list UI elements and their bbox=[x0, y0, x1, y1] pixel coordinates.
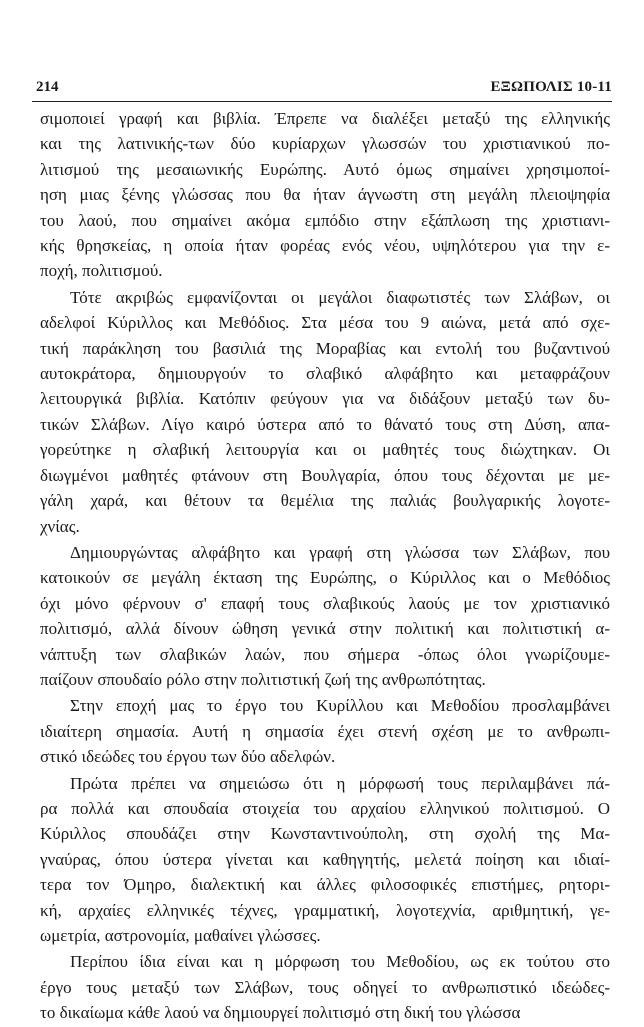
text-line: το δικαίωμα κάθε λαού να δημιουργεί πολιτισμό στη δική του γλώσσα bbox=[40, 1003, 521, 1023]
text-line: ηση μιας ξένης γλώσσας που θα ήταν άγνωστη στη μεγάλη πλειοψηφία bbox=[40, 185, 610, 205]
text-line: τερα τον Όμηρο, διαλεκτική και άλλες φιλοσοφικές επιστήμες, ρητορι- bbox=[40, 875, 610, 895]
text-line: και της λατινικής-των δύο κυρίαρχων γλωσσών του χριστιανικού πο- bbox=[40, 134, 610, 154]
text-line: γναύρας, όπου ύστερα γίνεται και καθηγητής, μελετά ποίηση και ιδιαί- bbox=[40, 849, 610, 869]
text-line: αυτοκράτορα, δημιουργούν το σλαβικό αλφάβητο και μεταφράζουν bbox=[40, 364, 610, 384]
text-line: νάπτυξη των σλαβικών λαών, που σήμερα -όπως όλοι γνωρίζουμε- bbox=[40, 644, 610, 664]
text-line: αδελφοί Κύριλλος και Μεθόδιος. Στα μέσα του 9 αιώνα, μετά από σχε- bbox=[40, 313, 610, 333]
text-line: κατοικούν σε μεγάλη έκταση της Ευρώπης, ο Κύριλλος και ο Μεθόδιος bbox=[40, 568, 610, 588]
text-line: στικό ιδεώδες του έργου των δύο αδελφών. bbox=[40, 747, 336, 767]
text-line: γορεύτηκε η σλαβική λειτουργία και οι μαθητές τους διώχτηκαν. Οι bbox=[40, 440, 610, 460]
text-line: κή, αρχαίες ελληνικές τέχνες, γραμματική, λογοτεχνία, αριθμητική, γε- bbox=[40, 900, 610, 920]
text-line: σιμοποιεί γραφή και βιβλία. Έπρεπε να διαλέξει μεταξύ της ελληνικής bbox=[40, 109, 610, 128]
text-line: ποχή, πολιτισμού. bbox=[40, 261, 163, 281]
text-line: λιτισμού της μεσαιωνικής Ευρώπης. Αυτό όμως σημαίνει χρησιμοποί- bbox=[40, 159, 610, 179]
paragraph bbox=[40, 771, 610, 949]
text-line: λειτουργικά βιβλία. Κατόπιν φεύγουν για να διδάξουν μεταξύ των δυ- bbox=[40, 389, 610, 409]
text-line: Περίπου ίδια είναι και η μόρφωση του Μεθοδίου, ως εκ τούτου στο bbox=[70, 952, 610, 972]
text-line: διωγμένοι μαθητές φτάνουν στη Βουλγαρία, όπου τους δέχονται με με- bbox=[40, 465, 610, 485]
text-line: έργο τους μεταξύ των Σλάβων, τους οδηγεί το ανθρωπιστικό ιδεώδες- bbox=[40, 977, 610, 997]
paragraph bbox=[40, 693, 610, 769]
text-line: Πρώτα πρέπει να σημειώσω ότι η μόρφωσή τους περιλαμβάνει πά- bbox=[70, 773, 610, 793]
running-title: ΕΞΩΠΟΛΙΣ 10-11 bbox=[490, 79, 612, 95]
text-line: παίζουν σπουδαίο ρόλο στην πολιτιστική ζωή της ανθρωπότητας. bbox=[40, 669, 486, 689]
text-line: γάλη χαρά, και θέτουν τα θεμέλια της παλιάς βουλγαρικής λογοτε- bbox=[40, 491, 610, 511]
text-line: Κύριλλος σπουδάζει στην Κωνσταντινούπολη, στη σχολή της Μα- bbox=[40, 824, 610, 844]
page-header bbox=[32, 66, 612, 102]
text-line: τική παράκληση του βασιλιά της Μοραβίας και εντολή του βυζαντινού bbox=[40, 338, 610, 358]
paragraph bbox=[40, 949, 610, 1025]
paragraph bbox=[40, 106, 610, 284]
text-line: Στην εποχή μας το έργο του Κυρίλλου και Μεθοδίου προσλαμβάνει bbox=[70, 696, 610, 716]
text-line: Τότε ακριβώς εμφανίζονται οι μεγάλοι διαφωτιστές των Σλάβων, οι bbox=[70, 287, 610, 307]
text-line: ωμετρία, αστρονομία, μαθαίνει γλώσσες. bbox=[40, 926, 321, 945]
text-line: όχι μόνο φέρνουν σ' επαφή τους σλαβικούς λαούς με τον χριστιανικό bbox=[40, 593, 610, 613]
text-line: ιδιαίτερη σημασία. Αυτή η σημασία έχει στενή σχέση με το ανθρωπι- bbox=[40, 721, 610, 741]
text-line: πολιτισμό, αλλά δίνουν ώθηση γενικά στην πολιτική και πολιτιστική α- bbox=[40, 619, 610, 639]
page-number: 214 bbox=[36, 79, 59, 95]
text-line: Δημιουργώντας αλφάβητο και γραφή στη γλώσσα των Σλάβων, που bbox=[70, 542, 610, 562]
body-text bbox=[40, 106, 610, 1027]
paragraph bbox=[40, 285, 610, 539]
paragraph bbox=[40, 540, 610, 692]
text-line: του λαού, που σημαίνει ακόμα εμπόδιο στην εξάπλωση της χριστιανι- bbox=[40, 210, 610, 230]
text-line: κής θρησκείας, η οποία ήταν φορέας ενός νέου, υψηλότερου για την ε- bbox=[40, 236, 610, 256]
text-line: ρα πολλά και σπουδαία στοιχεία του αρχαίου ελληνικού πολιτισμού. Ο bbox=[40, 798, 610, 818]
text-line: χνίας. bbox=[40, 516, 80, 536]
text-line: τικών Σλάβων. Λίγο καιρό ύστερα από το θάνατό τους στη Δύση, απα- bbox=[40, 414, 610, 434]
